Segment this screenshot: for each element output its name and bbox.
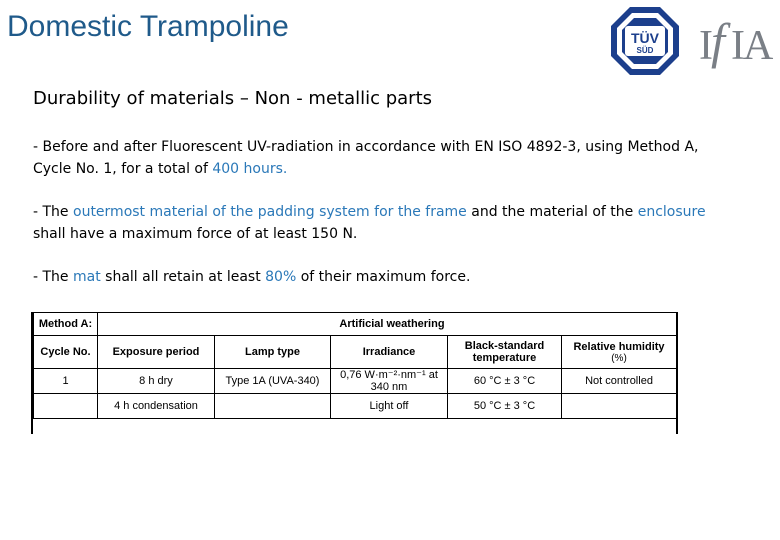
tuv-logo-line2: SÜD	[636, 46, 654, 55]
method-a-table	[31, 312, 678, 434]
paragraph-padding-force: - The outermost material of the padding system for the frame and the material of the enclosure shall have a maximum force of at least 150 N.	[33, 204, 706, 242]
header-humidity-unit: (%)	[611, 352, 627, 364]
highlight-percent: 80%	[265, 269, 297, 285]
table-row: 1 8 h dry Type 1A (UVA-340) 0,76 W·m⁻²·nm⁻¹ at 340 nm 60 °C ± 3 °C Not controlled	[34, 369, 677, 394]
hours-value: 400	[212, 161, 240, 177]
header-exposure: Exposure period	[98, 336, 215, 369]
header-irradiance: Irradiance	[331, 336, 448, 369]
method-label: Method A:	[34, 313, 98, 336]
header-cycle: Cycle No.	[34, 336, 98, 369]
header-humidity: Relative humidity (%)	[562, 336, 677, 369]
header-lamp: Lamp type	[215, 336, 331, 369]
tuv-logo-line1: TÜV	[631, 30, 659, 46]
page-title: Domestic Trampoline	[7, 10, 289, 43]
header-black-standard: Black-standard temperature	[448, 336, 562, 369]
highlight-outermost-material: outermost material of the padding system for the frame	[73, 204, 467, 220]
highlight-enclosure: enclosure	[637, 204, 706, 220]
highlight-mat: mat	[73, 269, 101, 285]
slide-heading: Durability of materials – Non - metallic parts	[33, 88, 433, 109]
tuv-sud-logo-icon	[609, 5, 681, 77]
table-header-row	[34, 336, 677, 369]
table-row: 4 h condensation Light off 50 °C ± 3 °C	[34, 394, 677, 419]
table-method-row	[34, 313, 677, 336]
paragraph-mat-force: - The mat shall all retain at least 80% of their maximum force.	[33, 269, 471, 285]
method-value: Artificial weathering	[98, 313, 677, 336]
paragraph-uv-radiation: - Before and after Fluorescent UV-radiation in accordance with EN ISO 4892-3, using Method A, Cycle No. 1, for a total of 400 hours.	[33, 139, 699, 177]
ifia-logo-icon: I f I A	[699, 13, 774, 69]
